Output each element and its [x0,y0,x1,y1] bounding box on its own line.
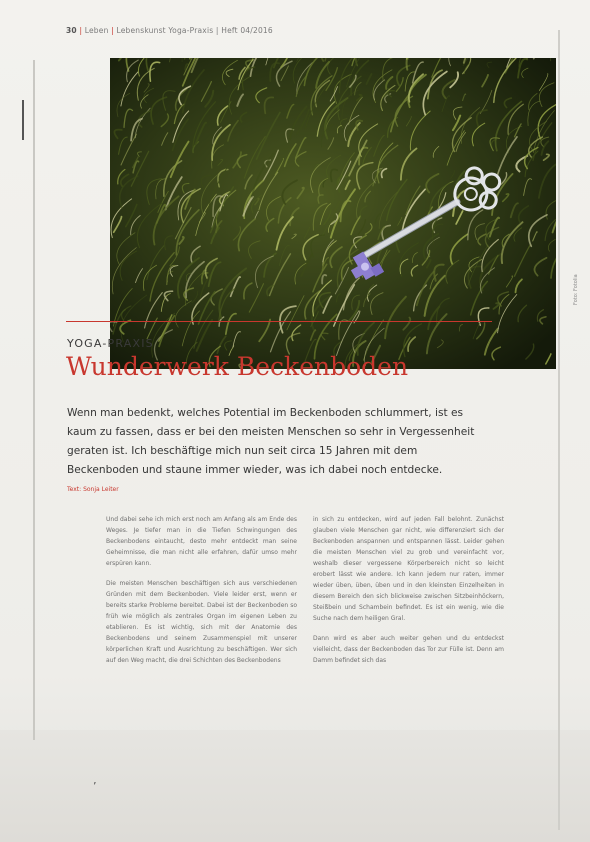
body-column-1 [106,514,297,675]
red-divider [66,321,492,322]
article-headline: Wunderwerk Beckenboden [66,352,409,381]
article-lead: Wenn man bedenkt, welches Potential im Beckenboden schlummert, ist es kaum zu fassen, dass er bei den meisten Menschen so sehr in Vergessenheit geraten ist. Ich beschäftige mich nun seit circa 15 Jahren mit dem Beckenboden und staune immer wieder, was ich dabei noch entdecke. [67,407,475,476]
body-column-2 [313,514,504,675]
page-edge [558,30,560,830]
paragraph: Die meisten Menschen beschäftigen sich aus verschiedenen Gründen mit dem Beckenboden. Viele leider erst, wenn er bereits starke Probleme bereitet. Dabei ist der Beckenboden so früh wie möglich als zentrales Organ im eigenen Leben zu etablieren. Es ist wichtig, sich mit der Anatomie des Beckenbodens und seinem Zusammenspiel mit unserer körperlichen Kraft und Ausrichtung zu beschäftigen. Wer sich auf den Weg macht, die drei Schichten des Beckenbodens [106,580,297,664]
paragraph: in sich zu entdecken, wird auf jeden Fall belohnt. Zunächst glauben viele Menschen gar nicht, wie differenziert sich der Beckenboden anspannen und entspannen lässt. Leider gehen die meisten Menschen viel zu grob und vereinfacht vor, weshalb dieser vergessene Körperbereich nicht so leicht erobert lässt wie andere. Ich kann jedem nur raten, immer wieder üben, üben, üben und in den kleinsten Einzelheiten in diesem Bereich den sich blickweise zwischen Sitzbeinhöckern, Steißbein und Schambein befindet. Es ist ein wenig, wie die Suche nach dem heiligen Gral. [313,516,504,622]
binding-mark [22,100,24,140]
section-name: Leben [84,26,109,35]
paragraph: Dann wird es aber auch weiter gehen und du entdeckst vielleicht, dass der Beckenboden das Tor zur Fülle ist. Denn am Damm befindet sich das [313,635,504,664]
paragraph: Und dabei sehe ich mich erst noch am Anfang als am Ende des Weges. Je tiefer man in die Tiefen Schwingungen des Beckenbodens eintaucht, desto mehr entdeckt man seine Geheimnisse, die man nicht alle erfahren, dafür umso mehr erspüren kann. [106,516,297,567]
issue-info: Lebenskunst Yoga-Praxis | Heft 04/2016 [116,26,273,35]
key-in-grass-photo [110,58,556,369]
page-number: 30 [66,26,77,35]
photo-illustration [110,58,556,369]
section-kicker: YOGA-PRAXIS [67,337,154,350]
running-head: 30 | Leben | Lebenskunst Yoga-Praxis | Heft 04/2016 [66,26,273,35]
author-byline: Text: Sonja Leiter [67,486,119,493]
binding-line [33,60,35,740]
scan-lower-band [0,730,590,842]
scan-mark: ʼ [93,780,97,793]
photo-credit: Foto: Fotolia [573,274,579,305]
